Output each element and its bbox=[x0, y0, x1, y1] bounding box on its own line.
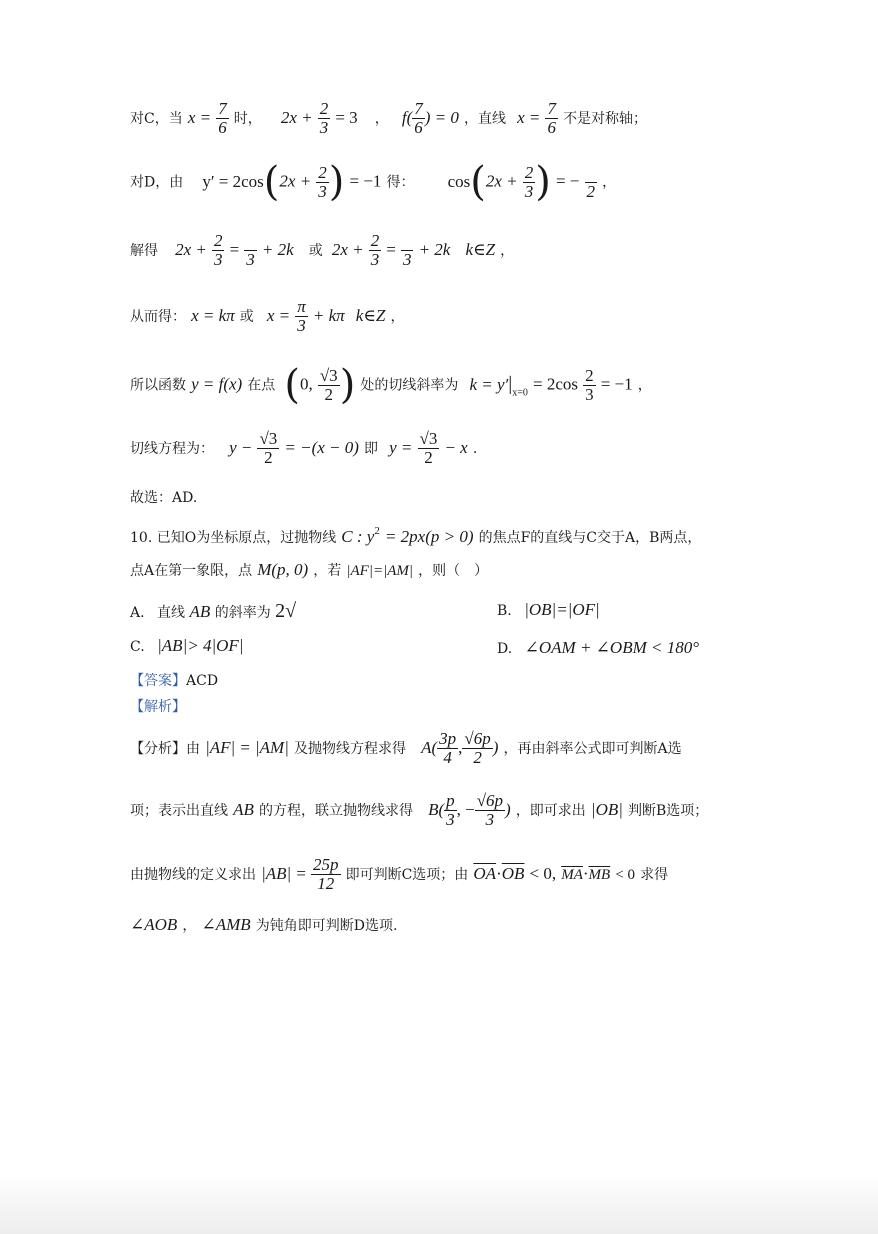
fraction-sqrt3-2-b: $\frac{√3}{2}$ bbox=[259, 429, 278, 467]
answer-choice: 故选：AD. bbox=[130, 490, 198, 506]
analysis-t4: 的方程，联立抛物线求得 bbox=[258, 802, 413, 819]
option-a-text2: 的斜率为 bbox=[214, 605, 271, 621]
option-a-label: A. bbox=[130, 605, 145, 621]
part-c-conclusion-pre: ，直线 bbox=[464, 110, 506, 127]
math-minus-x: − x bbox=[444, 437, 468, 457]
math-angle-amb: ∠AMB bbox=[201, 915, 251, 934]
fraction-p-3: $\frac{p}{3}$ bbox=[446, 791, 455, 829]
part-d-line-3: 从而得： x = kπ 或 x = $\frac{\pi}{3}$ + kπ k∈Z ， bbox=[130, 297, 405, 335]
q10-text-c: 点A在第一象限，点 bbox=[130, 563, 253, 579]
q10-line-1: 10. 已知O为坐标原点，过抛物线 C : $y^2 = 2px(p > 0)$ 的焦点F的直线与C交于A，B两点， bbox=[130, 525, 702, 546]
math-2-root: 2√ bbox=[275, 600, 297, 622]
math-2cos: = 2cos bbox=[533, 374, 579, 394]
math-k-in-z-b: k∈Z bbox=[355, 305, 386, 325]
math-2x-plus-e: 2x + bbox=[331, 239, 364, 259]
math-y-eq: y = bbox=[389, 437, 413, 457]
analysis-t5: ，即可求出 bbox=[515, 802, 586, 819]
fraction-blank-2: 2 bbox=[585, 164, 598, 201]
math-2k-b: + 2k bbox=[418, 239, 451, 259]
analysis-t8: 即可判断C选项；由 bbox=[345, 866, 469, 883]
part-c-line: 对C，当 x = $\frac{7}{6}$ 时， 2x + $\frac{2}{3}$ = 3 ， f( $\frac{7}{6}$ ) = 0 ，直线 x = $\frac{7}{6}$ 不是对称轴； bbox=[130, 99, 648, 137]
analysis-t1: 及抛物线方程求得 bbox=[294, 740, 406, 757]
fraction-blank-3b: 3 bbox=[401, 232, 414, 269]
fraction-2-3-d: $\frac{2}{3}$ bbox=[213, 231, 223, 269]
math-x-eq: x = bbox=[187, 107, 212, 127]
math-yprime: y′ = 2cos bbox=[202, 171, 264, 191]
analysis-t6: 判断B选项； bbox=[628, 802, 709, 819]
math-abs-am: |AM| bbox=[255, 737, 289, 757]
math-2x-plus-b: 2x + bbox=[279, 171, 312, 191]
math-y-minus: y − bbox=[229, 437, 253, 457]
part-c-conclusion: 不是对称轴； bbox=[563, 110, 648, 127]
part-d-or2: 或 bbox=[239, 308, 254, 325]
math-eq-d: = bbox=[229, 239, 240, 259]
option-c-label: C. bbox=[130, 639, 145, 655]
fraction-3p-4: $\frac{3p}{4}$ bbox=[439, 729, 457, 767]
fraction-sqrt6p-3: $\frac{√6p}{3}$ bbox=[476, 791, 504, 829]
math-eq-ab: = bbox=[296, 863, 306, 883]
math-kpi: + kπ bbox=[312, 305, 345, 325]
option-d[interactable] bbox=[497, 638, 699, 658]
math-f-open: f( bbox=[401, 107, 413, 127]
part-d-slope-text: 处的切线斜率为 bbox=[360, 377, 459, 394]
part-d-prefix: 对D，由 bbox=[130, 174, 184, 191]
math-AB: AB bbox=[189, 602, 211, 621]
part-d-get: 得： bbox=[386, 174, 415, 191]
analysis-t3: 项；表示出直线 bbox=[130, 802, 228, 819]
option-d-label: D. bbox=[497, 641, 513, 657]
math-lt0b: < 0 bbox=[615, 866, 636, 883]
analysis-t9: 求得 bbox=[640, 866, 669, 883]
math-abs-ob: |OB| bbox=[590, 799, 623, 819]
math-eq-af: = bbox=[240, 737, 250, 757]
math-parabola-rhs: = 2px(p > 0) bbox=[384, 527, 474, 546]
part-d-so-fn: 所以函数 bbox=[130, 377, 186, 394]
math-M-point: M(p, 0) bbox=[257, 560, 309, 579]
math-angle-sum: ∠OAM + ∠OBM < 180° bbox=[524, 638, 700, 657]
analysis-label: 【解析】 bbox=[130, 699, 186, 715]
fraction-2-3-e: $\frac{2}{3}$ bbox=[370, 231, 380, 269]
math-x-eq-c: x = bbox=[266, 305, 291, 325]
math-2x-plus-d: 2x + bbox=[175, 239, 207, 259]
math-abs-af: |AF| bbox=[205, 737, 236, 757]
analysis-line-2: 项；表示出直线 AB 的方程，联立抛物线求得 B( $\frac{p}{3}$ , − $\frac{√6p}{3}$ ) ，即可求出 |OB| 判断B选项； bbox=[130, 791, 709, 829]
math-eq-e: = bbox=[386, 239, 396, 259]
part-d-line-4: 所以函数 y = f(x) 在点 (0, $\frac{√3}{2}$ ) 处的切线斜率为 $k = y'|_{x=0} = 2\cos$ $\frac{2}{3}$ = −1 ， bbox=[130, 362, 652, 408]
part-d-thus: 从而得： bbox=[130, 308, 186, 325]
fraction-sqrt3-2: $\frac{√3}{2}$ bbox=[319, 365, 338, 404]
q10-text-a: 10. 已知O为坐标原点，过抛物线 bbox=[130, 530, 337, 546]
part-d-ie: 即 bbox=[364, 440, 379, 457]
analysis-t2: ，再由斜率公式即可判断A选 bbox=[503, 740, 682, 757]
option-b[interactable] bbox=[497, 600, 600, 620]
fraction-2-3: $\frac{2}{3}$ bbox=[319, 99, 329, 137]
analysis-head: 【分析】 bbox=[130, 740, 186, 757]
math-ob-of: |OB|=|OF| bbox=[524, 600, 600, 619]
math-k-yprime: k = y′ bbox=[469, 374, 509, 394]
part-d-line-5: 切线方程为： y − $\frac{√3}{2}$ = −(x − 0) 即 y = $\frac{√3}{2}$ − x . bbox=[130, 429, 478, 467]
math-2x-plus: 2x + bbox=[280, 107, 313, 127]
part-d-at-point: 在点 bbox=[247, 377, 276, 394]
math-2x-plus-c: 2x + bbox=[485, 171, 518, 191]
math-vec-ob: $\overline{OB}$ bbox=[501, 863, 525, 883]
q10-line-2 bbox=[130, 560, 488, 580]
fraction-2-3-b: $\frac{2}{3}$ bbox=[318, 162, 327, 201]
analysis-t10: 为钝角即可判断D选项. bbox=[255, 918, 398, 934]
part-d-line-2: 解得 2x + $\frac{2}{3}$ = 3 + 2k 或 2x + $\frac{2}{3}$ = 3 + 2k k∈Z ， bbox=[130, 231, 515, 269]
math-rhs1: = −(x − 0) bbox=[284, 437, 359, 457]
math-x0: x=0 bbox=[512, 387, 528, 399]
math-eq-minus1-b: = −1 bbox=[600, 374, 633, 394]
answer-line bbox=[130, 670, 218, 690]
math-eq-minus1: = −1 bbox=[349, 171, 382, 191]
q10-text-e: ，则（ ） bbox=[418, 563, 489, 579]
answer-value: ACD bbox=[186, 673, 219, 689]
analysis-line-4: ∠AOB ， ∠AMB 为钝角即可判断D选项. bbox=[130, 915, 398, 934]
math-eq-neg: = − bbox=[555, 171, 580, 191]
fraction-pi-3: $\frac{\pi}{3}$ bbox=[297, 297, 306, 335]
option-a[interactable] bbox=[130, 600, 296, 623]
part-c-prefix: 对C，当 bbox=[130, 110, 183, 127]
math-y-fx: y = f(x) bbox=[191, 374, 243, 394]
math-af-am: |AF|=|AM| bbox=[346, 563, 413, 579]
math-x-kpi: x = kπ bbox=[191, 305, 235, 325]
math-abs-ab: |AB| bbox=[261, 863, 292, 883]
math-B-point: B( bbox=[428, 799, 445, 819]
part-d-or: 或 bbox=[308, 242, 323, 259]
math-parabola: C : y bbox=[341, 527, 375, 546]
math-2k: + 2k bbox=[261, 239, 294, 259]
part-d-solve: 解得 bbox=[130, 242, 158, 259]
part-d-tangent: 切线方程为： bbox=[130, 440, 214, 457]
analysis-line-1: 【分析】由 |AF| = |AM| 及抛物线方程求得 A( $\frac{3p}{4}$ , $\frac{√6p}{2}$ ) ，再由斜率公式即可判断A选 bbox=[130, 729, 682, 767]
math-f-close: ) = 0 bbox=[424, 107, 459, 127]
math-AB-b: AB bbox=[233, 799, 254, 819]
fraction-sqrt6p-2: $\frac{√6p}{2}$ bbox=[464, 729, 491, 767]
fraction-7-6-c: $\frac{7}{6}$ bbox=[547, 99, 556, 137]
fraction-sqrt3-2-c: $\frac{√3}{2}$ bbox=[419, 429, 438, 467]
math-k-in-z: k∈Z bbox=[465, 239, 496, 259]
fraction-blank-3: 3 bbox=[244, 232, 257, 269]
fraction-2-3-c: $\frac{2}{3}$ bbox=[524, 162, 534, 201]
math-vec-mb: $\overline{MB}$ bbox=[588, 866, 611, 883]
math-eq-3: = 3 bbox=[335, 107, 358, 127]
part-d-line-1: 对D，由 y′ = 2cos(2x + $\frac{2}{3}$ ) = −1 得： cos(2x + $\frac{2}{3}$ ) = − 2 ， bbox=[130, 159, 617, 205]
math-angle-aob: ∠AOB bbox=[130, 915, 178, 934]
option-b-label: B. bbox=[497, 603, 512, 619]
math-vec-ma: $\overline{MA}$ bbox=[561, 866, 583, 883]
analysis-t7: 由抛物线的定义求出 bbox=[130, 866, 256, 883]
page-bottom-shadow bbox=[0, 1174, 878, 1234]
math-ab-gt: |AB|> 4|OF| bbox=[157, 636, 244, 655]
math-x-eq-b: x = bbox=[517, 107, 541, 127]
part-c-when: 时， bbox=[233, 110, 262, 127]
q10-text-b: 的焦点F的直线与C交于A，B两点， bbox=[478, 530, 702, 546]
fraction-7-6: $\frac{7}{6}$ bbox=[218, 99, 227, 137]
fraction-25p-12: $\frac{25p}{12}$ bbox=[313, 855, 339, 893]
option-c[interactable] bbox=[130, 636, 243, 656]
analysis-line-3: 由抛物线的定义求出 |AB| = $\frac{25p}{12}$ 即可判断C选项；由 $\overline{OA}\cdot\overline{OB} < 0$, $\overline{MA}\cdot\overline{MB} < 0$ 求得 bbox=[130, 855, 669, 893]
fraction-7-6-b: $\frac{7}{6}$ bbox=[414, 99, 423, 137]
math-vec-oa: $\overline{OA}$ bbox=[473, 863, 497, 883]
analysis-by: 由 bbox=[186, 740, 200, 757]
math-lt0: < 0, bbox=[529, 863, 557, 883]
math-A-point: A( bbox=[421, 737, 438, 757]
answer-label: 【答案】 bbox=[130, 673, 186, 689]
math-cos: cos bbox=[447, 171, 471, 191]
option-a-text: 直线 bbox=[157, 605, 186, 621]
math-zero: 0, bbox=[300, 374, 313, 394]
fraction-2-3-f: $\frac{2}{3}$ bbox=[585, 365, 594, 404]
q10-text-d: ，若 bbox=[313, 563, 342, 579]
